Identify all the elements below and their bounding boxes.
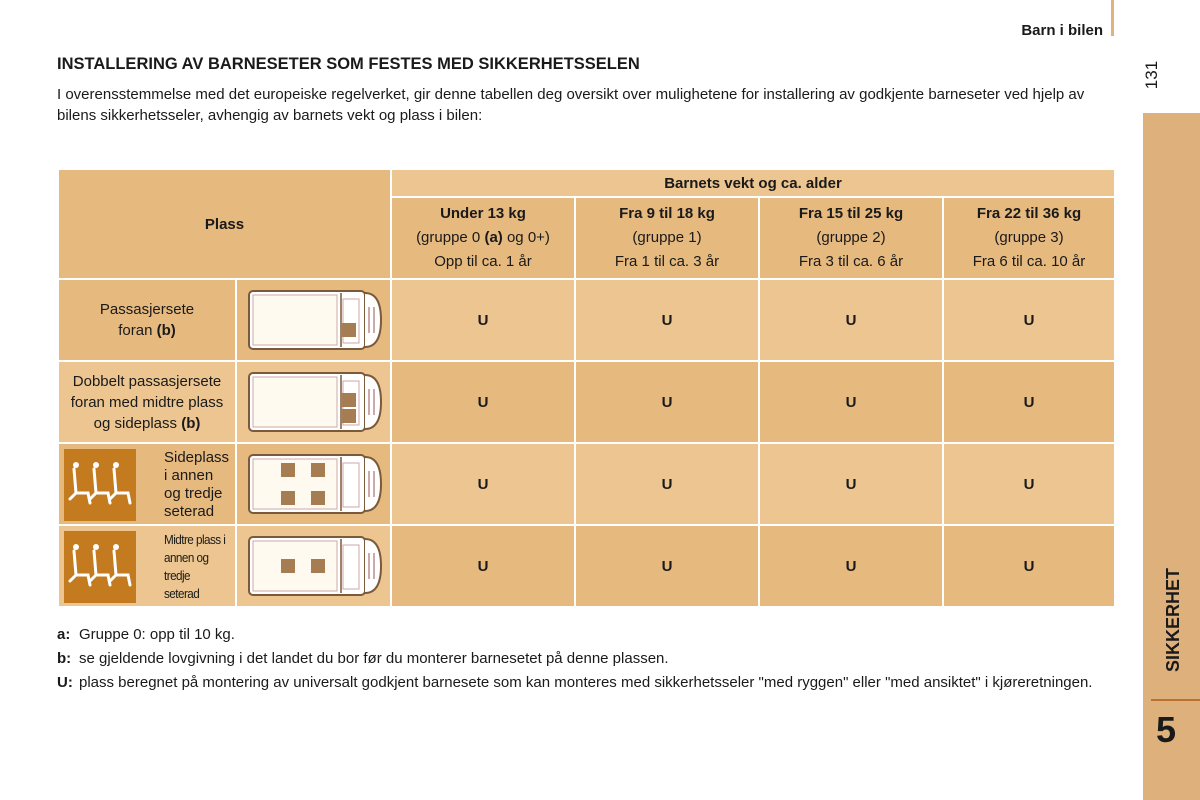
cell-value: U	[576, 526, 758, 606]
footnote-a	[57, 623, 1117, 647]
footnotes	[57, 623, 1117, 695]
cell-value: U	[760, 526, 942, 606]
chapter-number: 5	[1155, 709, 1177, 750]
seat-marker	[342, 409, 356, 423]
vehicle-diagram-double-front	[237, 362, 390, 442]
footnote-key: b:	[57, 650, 72, 667]
section-title: Barn i bilen	[1021, 22, 1103, 39]
cell-value: U	[576, 280, 758, 360]
intro-paragraph: I overensstemmelse med det europeiske regelverket, gir denne tabellen deg oversikt over mulighetene for installering av godkjente barneseter ved hjelp av bilens sikkerhetsseler, avhengig av barnets vekt og plass i bilen:	[57, 86, 1085, 124]
group-age: Opp til ca. 1 år	[434, 253, 532, 270]
cell-value: U	[392, 444, 574, 524]
group-weight: Under 13 kg	[440, 205, 526, 222]
group-header-1	[576, 198, 758, 278]
cell-value: U	[576, 362, 758, 442]
cell-value: U	[944, 362, 1114, 442]
place-label-side-rows: Sideplass i annen og tredje seterad	[59, 444, 235, 524]
group-age: Fra 1 til ca. 3 år	[614, 253, 720, 270]
group-header-0	[392, 198, 574, 278]
footnote-text: se gjeldende lovgivning i det landet du bor før du monterer barnesetet på denne plassen.	[79, 650, 669, 667]
seat-marker	[281, 559, 295, 573]
vehicle-diagram-front	[237, 280, 390, 360]
page-number: 131	[1142, 60, 1161, 90]
place-header: Plass	[59, 170, 390, 278]
group-header-3	[944, 198, 1114, 278]
cell-value: U	[760, 362, 942, 442]
group-number: (gruppe 1)	[632, 229, 702, 246]
seat-marker	[342, 323, 356, 337]
group-number: (gruppe 0 (a) og 0+)	[416, 229, 550, 246]
child-seat-table	[57, 168, 1116, 608]
child-seat-pictogram-icon	[64, 531, 136, 603]
cell-value: U	[576, 444, 758, 524]
group-weight: Fra 9 til 18 kg	[619, 205, 715, 222]
child-seat-pictogram-icon	[64, 449, 136, 521]
group-number: (gruppe 2)	[816, 229, 886, 246]
footnote-b	[57, 647, 1117, 671]
chapter-label: SIKKERHET	[1163, 568, 1183, 673]
vehicle-diagram-middle-rows	[237, 526, 390, 606]
cell-value: U	[392, 280, 574, 360]
place-label-front-seat: Passasjersete foran (b)	[59, 280, 235, 360]
cell-value: U	[944, 526, 1114, 606]
footnote-key: U:	[57, 674, 73, 691]
cell-value: U	[944, 444, 1114, 524]
place-label-double-front-seat: Dobbelt passasjersete foran med midtre plass og sideplass (b)	[59, 362, 235, 442]
group-number: (gruppe 3)	[994, 229, 1064, 246]
seat-marker	[311, 491, 325, 505]
place-label-middle-rows: Midtre plass i annen og tredje seterad	[59, 526, 235, 606]
weight-header: Barnets vekt og ca. alder	[392, 170, 1114, 196]
footnote-key: a:	[57, 626, 71, 643]
chapter-tab	[1143, 113, 1200, 800]
footnote-text: plass beregnet på montering av universalt godkjent barnesete som kan monteres med sikkerhetsseler "med ryggen" eller "med ansiktet" i kjøreretningen.	[79, 674, 1093, 691]
cell-value: U	[760, 280, 942, 360]
cell-value: U	[944, 280, 1114, 360]
seat-marker	[281, 491, 295, 505]
cell-value: U	[760, 444, 942, 524]
seat-marker	[281, 463, 295, 477]
cell-value: U	[392, 526, 574, 606]
header-rule	[1111, 0, 1114, 36]
cell-value: U	[392, 362, 574, 442]
seat-marker	[342, 393, 356, 407]
group-weight: Fra 15 til 25 kg	[798, 205, 904, 222]
seat-marker	[311, 559, 325, 573]
footnote-text: Gruppe 0: opp til 10 kg.	[79, 626, 235, 643]
group-weight: Fra 22 til 36 kg	[976, 205, 1082, 222]
group-age: Fra 6 til ca. 10 år	[972, 253, 1086, 270]
group-age: Fra 3 til ca. 6 år	[798, 253, 904, 270]
group-header-2	[760, 198, 942, 278]
footnote-u	[57, 671, 1117, 695]
vehicle-diagram-side-rows	[237, 444, 390, 524]
chapter-rule	[1151, 699, 1200, 701]
seat-marker	[311, 463, 325, 477]
main-heading: INSTALLERING AV BARNESETER SOM FESTES MED SIKKERHETSSELEN	[57, 55, 640, 73]
